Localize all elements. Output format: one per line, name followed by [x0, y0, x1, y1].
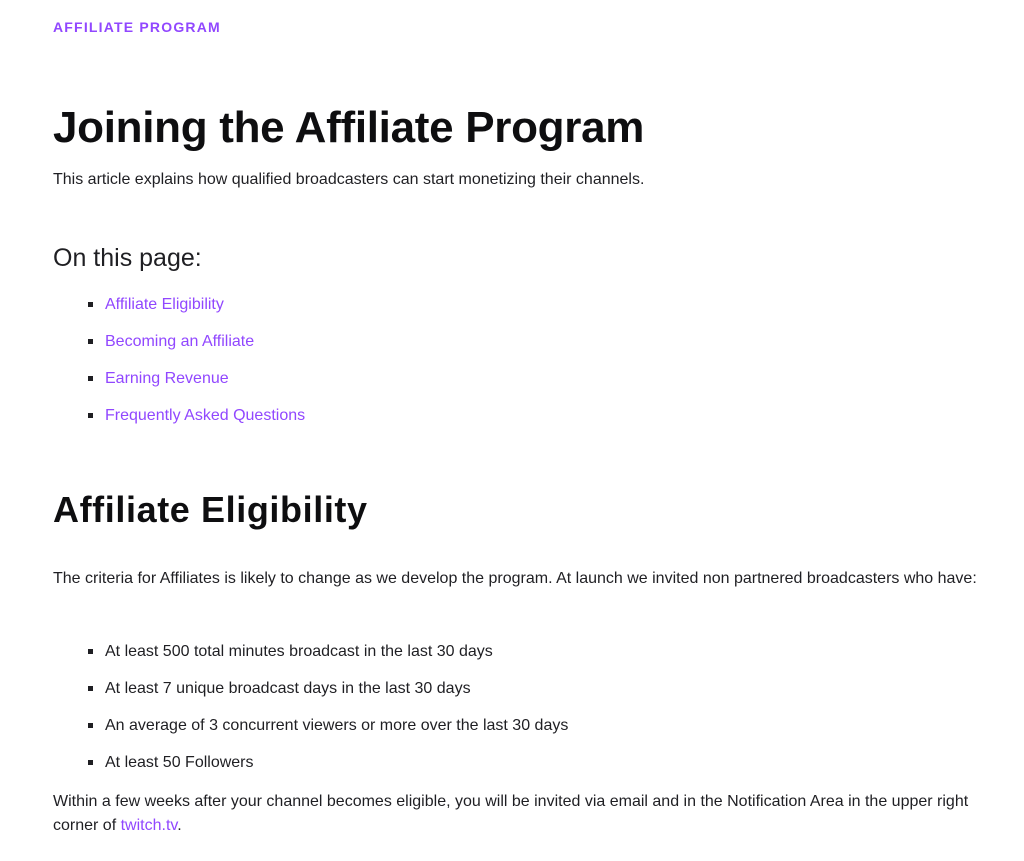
- bullet-icon: [88, 760, 93, 765]
- bullet-icon: [88, 723, 93, 728]
- category-eyebrow-link[interactable]: AFFILIATE PROGRAM: [53, 19, 221, 35]
- article-intro: This article explains how qualified broadcasters can start monetizing their channels.: [53, 171, 645, 188]
- bullet-icon: [88, 413, 93, 418]
- toc-link-affiliate-eligibility[interactable]: Affiliate Eligibility: [105, 296, 224, 313]
- twitch-link[interactable]: twitch.tv: [120, 817, 178, 834]
- list-item: [105, 715, 568, 752]
- criteria-text: At least 7 unique broadcast days in the last 30 days: [105, 680, 471, 697]
- toc-item: [105, 294, 305, 331]
- toc-link-faq[interactable]: Frequently Asked Questions: [105, 407, 306, 424]
- bullet-icon: [88, 339, 93, 344]
- invitation-text: Within a few weeks after your channel becomes eligible, you will be invited via email and in the Notification Area in the upper right corner of: [53, 793, 969, 834]
- bullet-icon: [88, 686, 93, 691]
- bullet-icon: [88, 302, 93, 307]
- toc-item: [105, 405, 305, 442]
- toc-link-becoming-an-affiliate[interactable]: Becoming an Affiliate: [105, 333, 255, 350]
- criteria-text: At least 50 Followers: [105, 754, 254, 771]
- invitation-text-end: .: [177, 817, 182, 834]
- toc-link-earning-revenue[interactable]: Earning Revenue: [105, 370, 229, 387]
- bullet-icon: [88, 649, 93, 654]
- toc-item: [105, 368, 305, 405]
- section-heading-affiliate-eligibility: Affiliate Eligibility: [53, 489, 368, 530]
- bullet-icon: [88, 376, 93, 381]
- list-item: [105, 752, 568, 789]
- list-item: [105, 678, 568, 715]
- eligibility-criteria-list: [105, 641, 568, 789]
- toc-item: [105, 331, 305, 368]
- toc-heading: On this page:: [53, 244, 202, 272]
- table-of-contents: [105, 294, 305, 442]
- page-title: Joining the Affiliate Program: [53, 103, 645, 152]
- eligibility-paragraph: The criteria for Affiliates is likely to change as we develop the program. At launch we invited non partnered broadcasters who have:: [53, 570, 977, 587]
- criteria-text: An average of 3 concurrent viewers or more over the last 30 days: [105, 717, 569, 734]
- criteria-text: At least 500 total minutes broadcast in the last 30 days: [105, 643, 493, 660]
- invitation-paragraph: [53, 790, 1008, 838]
- list-item: [105, 641, 568, 678]
